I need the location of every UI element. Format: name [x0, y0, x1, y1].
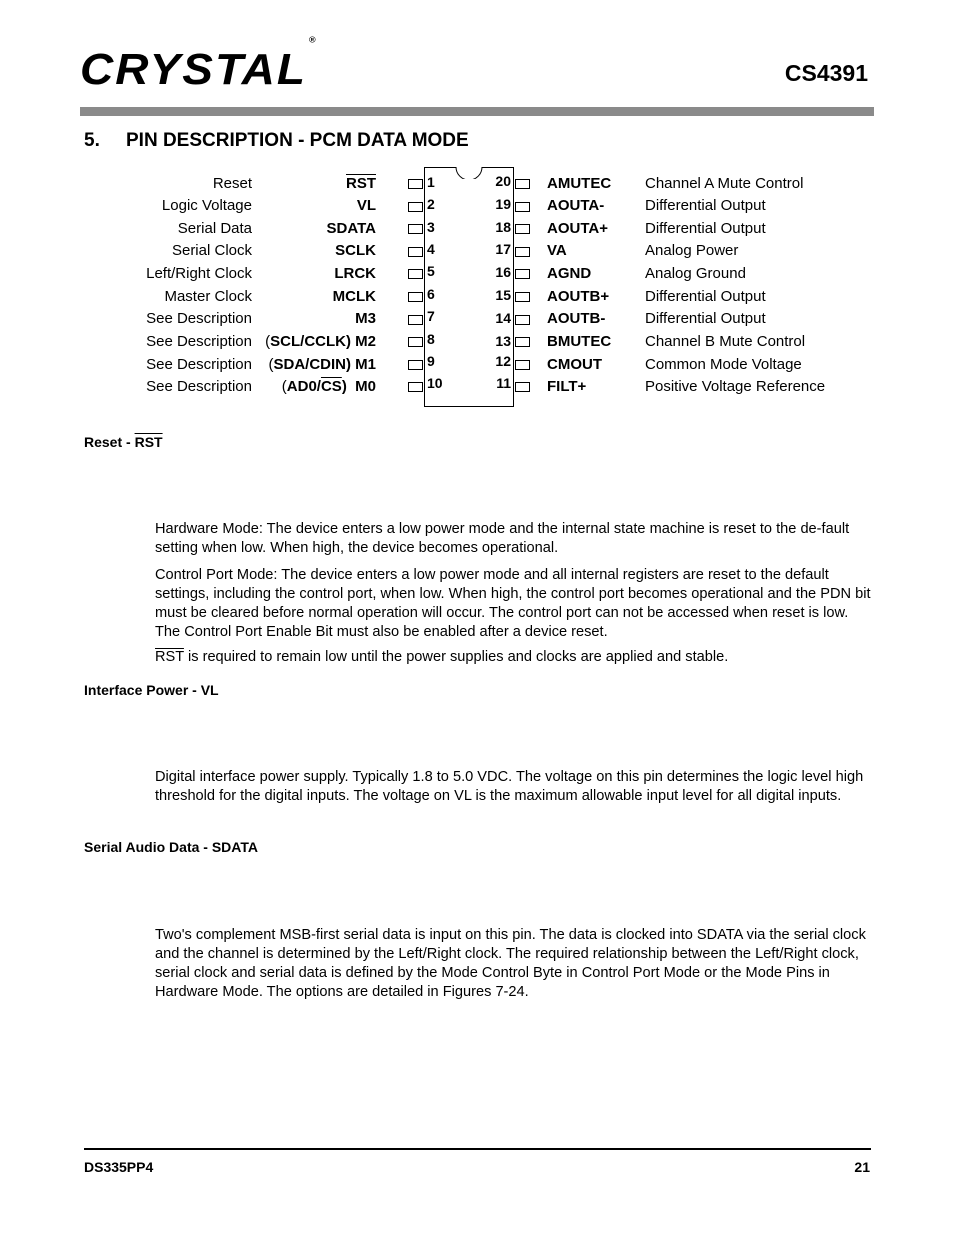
pin-6-lead	[408, 292, 423, 302]
pin-16-desc: Analog Ground	[645, 265, 746, 282]
pin-19-desc: Differential Output	[645, 197, 766, 214]
ic-package-top-right	[482, 167, 514, 168]
pin-3-desc: Serial Data	[177, 220, 252, 237]
pin-1-number: 1	[427, 174, 435, 190]
pin-9-name: (SDA/CDIN) M1	[268, 356, 376, 373]
pin-10-number: 10	[427, 375, 443, 391]
pin-18-desc: Differential Output	[645, 220, 766, 237]
pin-5-number: 5	[427, 263, 435, 279]
pin-17-lead	[515, 247, 530, 257]
pin-11-number: 11	[496, 375, 511, 391]
crystal-logo: CRYSTAL®	[80, 34, 318, 94]
pin-4-number: 4	[427, 241, 435, 257]
pin-12-desc: Common Mode Voltage	[645, 356, 802, 373]
pin-5-name: LRCK	[334, 265, 376, 282]
pin-11-name: FILT+	[547, 378, 587, 395]
pin-12-number: 12	[495, 353, 511, 369]
sdata-heading: Serial Audio Data - SDATA	[84, 839, 258, 855]
pin-9-lead	[408, 360, 423, 370]
pin-3-lead	[408, 224, 423, 234]
pin-5-lead	[408, 269, 423, 279]
pin-3-number: 3	[427, 219, 435, 235]
pin-13-lead	[515, 337, 530, 347]
pin-4-name: SCLK	[335, 242, 376, 259]
pin-9-number: 9	[427, 353, 435, 369]
pin-4-lead	[408, 247, 423, 257]
part-number: CS4391	[784, 60, 868, 86]
pin-20-lead	[515, 179, 530, 189]
pin-15-name: AOUTB+	[547, 288, 610, 305]
pin-18-lead	[515, 224, 530, 234]
pin-16-name: AGND	[547, 265, 592, 282]
reset-heading: Reset - $\overline{RST}$	[84, 434, 163, 450]
pin-2-name: VL	[356, 197, 376, 214]
pin-17-number: 17	[495, 241, 511, 257]
pin-2-lead	[408, 202, 423, 212]
pin-5-desc: Left/Right Clock	[146, 265, 252, 282]
pin-8-number: 8	[427, 331, 435, 347]
pin-6-desc: Master Clock	[164, 288, 252, 305]
reset-requirement-text: $\overline{RST}$ is required to remain low until the power supplies and clocks are applied and stable.	[155, 649, 729, 665]
pin-16-lead	[515, 269, 530, 279]
pin-17-name: VA	[547, 242, 567, 259]
pin-20-desc: Channel A Mute Control	[645, 175, 804, 192]
pin-10-desc: See Description	[146, 378, 252, 395]
pin-19-name: AOUTA-	[547, 197, 605, 214]
pin-14-desc: Differential Output	[645, 310, 766, 327]
pin-12-lead	[515, 360, 530, 370]
pin-6-number: 6	[427, 286, 435, 302]
ic-package-top-left	[424, 167, 456, 168]
pin-13-number: 13	[495, 333, 511, 349]
pin-1-desc: Reset	[212, 175, 252, 192]
pin-9-desc: See Description	[146, 356, 252, 373]
pin-17-desc: Analog Power	[645, 242, 739, 259]
pin-19-lead	[515, 202, 530, 212]
pin-7-desc: See Description	[146, 310, 252, 327]
header-rule	[80, 107, 874, 116]
pin-13-name: BMUTEC	[547, 333, 612, 350]
pin-2-desc: Logic Voltage	[161, 197, 252, 214]
footer-rule	[84, 1148, 871, 1150]
reset-hardware-mode-text: Hardware Mode: The device enters a low power mode and the internal state machine is reset to the de-fault setting when low. When high, the device becomes operational.	[155, 521, 850, 556]
pin-20-number: 20	[495, 173, 511, 189]
sdata-description: Two's complement MSB-first serial data is input on this pin. The data is clocked into SDATA via the serial clock and the channel is determined by the Left/Right clock. The required relationship between the Left/Right clock, serial clock and serial data is defined by the Mode Control Byte in Control Port Mode or the Mode Pins in Hardware Mode. The options are detailed in Figures 7-24.	[155, 927, 866, 1000]
pin-10-name: $(AD0/\overline{CS})$ M0	[281, 378, 376, 395]
pin-15-lead	[515, 292, 530, 302]
pin-8-desc: See Description	[146, 333, 252, 350]
pin-3-name: SDATA	[326, 220, 376, 237]
pin-4-desc: Serial Clock	[171, 242, 252, 259]
pin-14-name: AOUTB-	[547, 310, 606, 327]
pin-1-lead	[408, 179, 423, 189]
vl-heading: Interface Power - VL	[84, 682, 219, 698]
pin-11-desc: Positive Voltage Reference	[645, 378, 826, 395]
reset-control-port-mode-text: Control Port Mode: The device enters a low power mode and all internal registers are reset to the default settings, including the control port, when low. When high, the control port becomes operational and the PDN bit must be cleared before normal operation will occur. The control port can not be accessed when reset is low. The Control Port Enable Bit must also be enabled after a device reset.	[155, 567, 871, 640]
pin-18-number: 18	[495, 219, 511, 235]
vl-description: Digital interface power supply. Typically 1.8 to 5.0 VDC. The voltage on this pin determines the logic level high threshold for the digital inputs. The voltage on VL is the maximum allowable input level for all digital inputs.	[155, 769, 864, 804]
pin-18-name: AOUTA+	[547, 220, 608, 237]
pin-13-desc: Channel B Mute Control	[645, 333, 806, 350]
page-number: 21	[854, 1159, 870, 1175]
section-title: 5. PIN DESCRIPTION - PCM DATA MODE	[84, 130, 469, 151]
pin-14-lead	[515, 315, 530, 325]
pin-20-name: AMUTEC	[547, 175, 612, 192]
pin-8-lead	[408, 337, 423, 347]
pin-10-lead	[408, 382, 423, 392]
pin-7-number: 7	[427, 308, 435, 324]
pin-15-desc: Differential Output	[645, 288, 766, 305]
pin-6-name: MCLK	[332, 288, 376, 305]
pin-7-lead	[408, 315, 423, 325]
pin-1-name: $\overline{RST}$	[346, 175, 376, 192]
pin-16-number: 16	[495, 264, 511, 280]
ic-notch	[455, 157, 483, 179]
pin-7-name: M3	[355, 310, 376, 327]
pin-8-name: (SCL/CCLK) M2	[265, 333, 376, 350]
document-id: DS335PP4	[84, 1159, 154, 1175]
pin-15-number: 15	[495, 287, 511, 303]
pin-14-number: 14	[495, 310, 511, 326]
pin-19-number: 19	[495, 196, 511, 212]
pin-12-name: CMOUT	[547, 356, 602, 373]
pin-11-lead	[515, 382, 530, 392]
pin-2-number: 2	[427, 196, 435, 212]
